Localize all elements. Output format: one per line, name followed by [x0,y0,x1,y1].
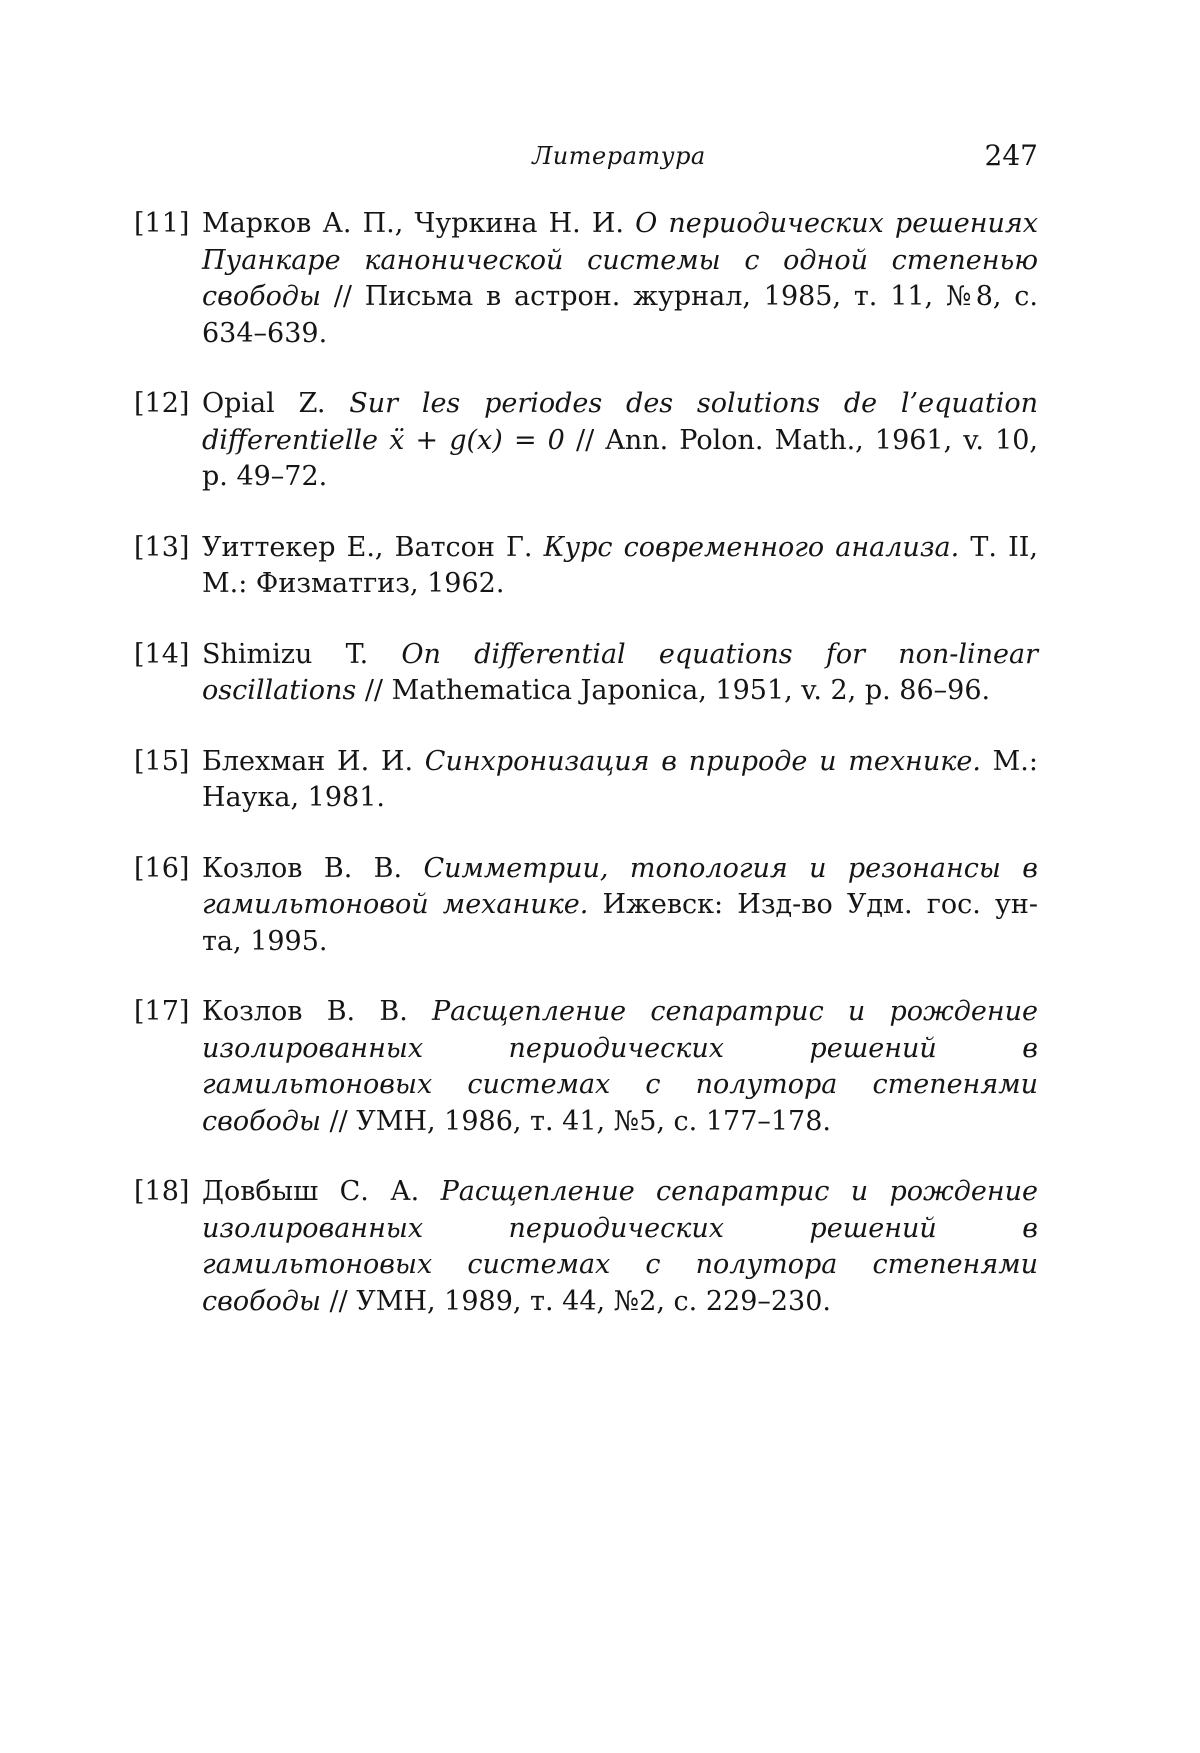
reference-title: Синхронизация в природе и технике. [424,745,981,777]
reference-source: // Mathematica Japonica, 1951, v. 2, p. 86–96. [356,675,991,706]
reference-item-14 [134,637,1038,710]
page-number: 247 [984,139,1038,172]
reference-item-11 [134,206,1038,352]
reference-list [134,206,1038,1354]
reference-number: [18] [134,1176,190,1207]
reference-title: Симметрии, топология и резонансы в гамильтоновой механике. [202,852,1038,920]
reference-text [202,851,1038,961]
reference-item-12 [134,386,1038,496]
reference-source: Ижевск: Изд-во Удм. гос. ун-та, 1995. [202,889,1039,957]
reference-item-15 [134,744,1038,817]
reference-authors: Shimizu T. [202,638,402,670]
reference-number: [13] [134,531,190,563]
reference-source: // Письма в астрон. журнал, 1985, т. 11, №8, с. 634–639. [202,281,1038,349]
running-title: Литература [532,142,706,170]
reference-source: Т. II, М.: Физматгиз, 1962. [202,531,1038,599]
reference-item-13 [134,530,1038,603]
reference-item-18 [134,1174,1038,1320]
reference-number: [17] [134,996,190,1027]
reference-text [202,637,1038,710]
page-header [200,136,1038,176]
reference-title: Sur les periodes des solutions de l’equation differentielle ẍ + g(x) = 0 [202,388,1038,456]
reference-text [202,530,1038,603]
reference-title: Расщепление сепаратрис и рождение изолированных периодических решений в гамильтоновых системах с полутора степенями свободы [202,1176,1038,1317]
reference-number: [12] [134,388,190,419]
reference-authors: Довбыш С. А. [202,1176,441,1207]
reference-authors: Блехман И. И. [202,745,425,777]
reference-authors: Уиттекер Е., Ватсон Г. [202,531,544,563]
reference-authors: Opial Z. [202,388,350,419]
reference-source: // УМН, 1986, т. 41, №5, с. 177–178. [320,1105,831,1137]
reference-number: [15] [134,745,190,777]
reference-title: О периодических решениях Пуанкаре канонической системы с одной степенью свободы [202,208,1038,312]
reference-item-16 [134,851,1038,961]
reference-item-17 [134,994,1038,1140]
reference-source: // УМН, 1989, т. 44, №2, с. 229–230. [320,1285,831,1317]
reference-source: М.: Наука, 1981. [202,745,1038,813]
reference-authors: Марков А. П., Чуркина Н. И. [202,208,636,239]
reference-text [202,994,1038,1140]
reference-authors: Козлов В. В. [202,996,432,1027]
reference-title: On differential equations for non-linear oscillations [202,638,1038,706]
reference-text [202,386,1038,496]
reference-text [202,206,1038,352]
reference-text [202,744,1038,817]
reference-number: [14] [134,638,190,670]
reference-number: [16] [134,852,190,884]
reference-title: Курс современного анализа. [543,531,960,563]
reference-source: // Ann. Polon. Math., 1961, v. 10, p. 49–72. [202,424,1039,492]
reference-authors: Козлов В. В. [202,852,424,884]
reference-text [202,1174,1038,1320]
reference-number: [11] [134,208,190,239]
reference-title: Расщепление сепаратрис и рождение изолированных периодических решений в гамильтоновых системах с полутора степенями свободы [202,996,1038,1137]
